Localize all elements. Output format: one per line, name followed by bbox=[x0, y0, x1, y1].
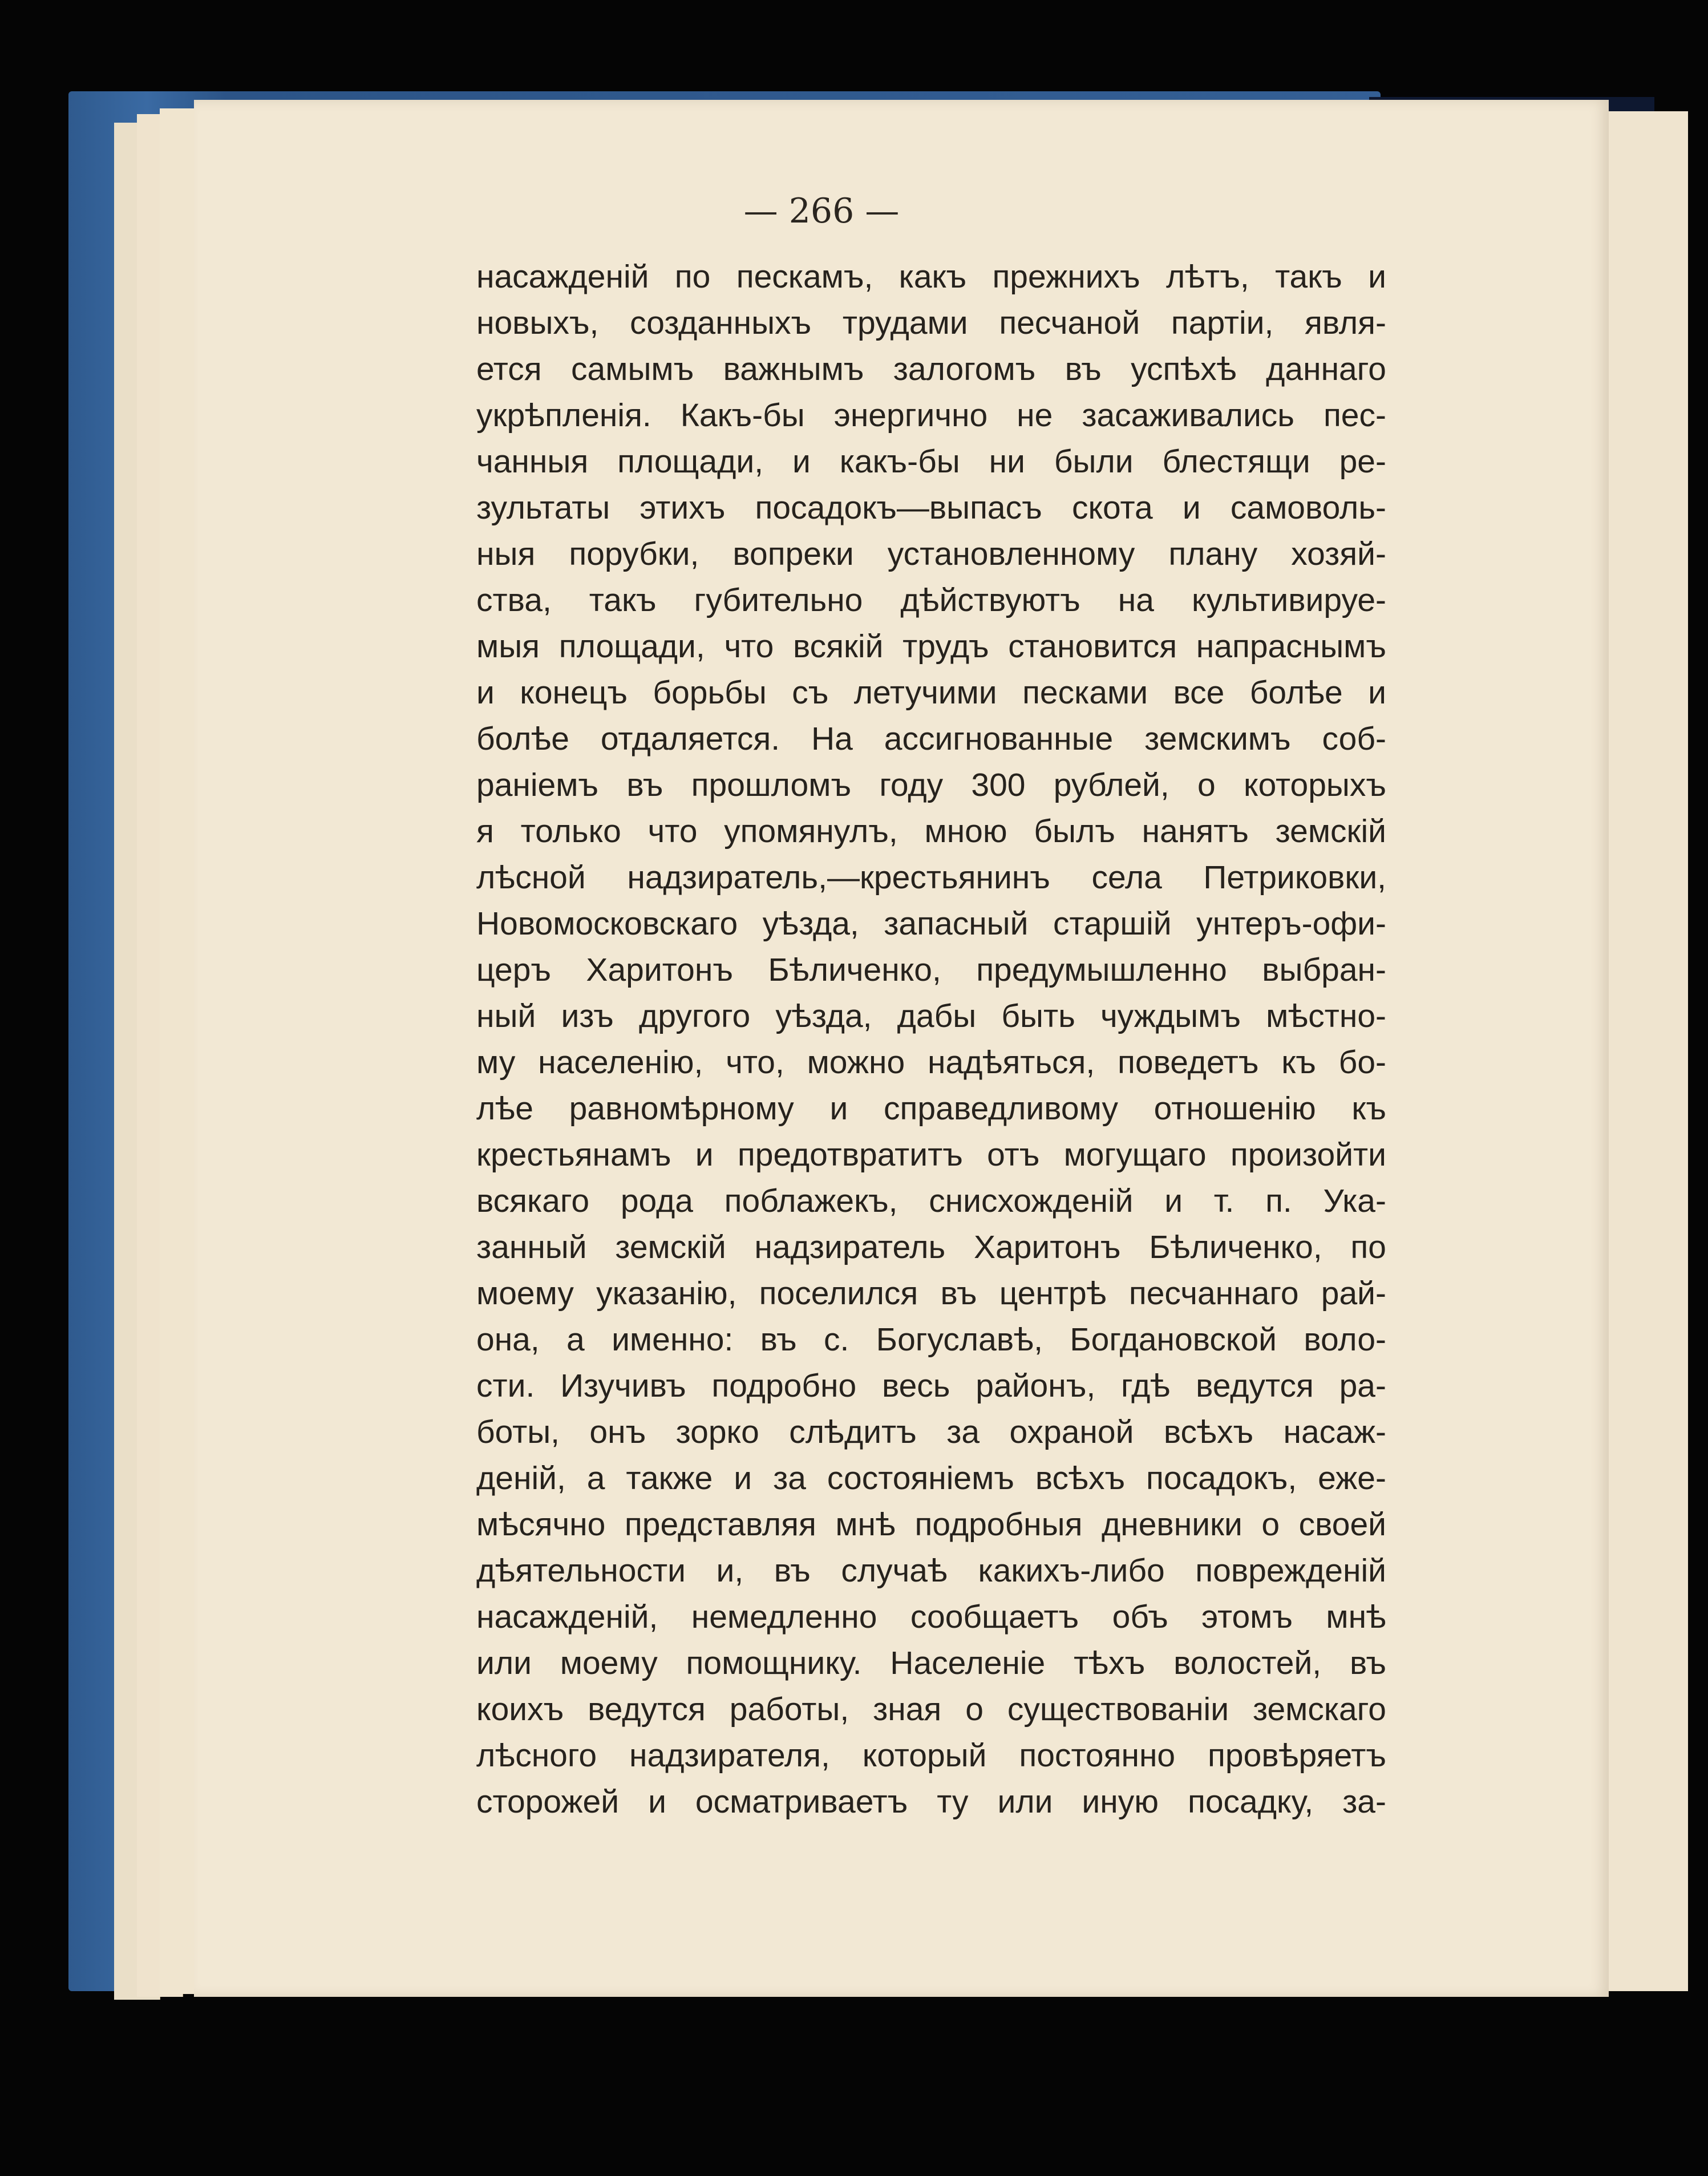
text-line: ный изъ другого уѣзда, дабы быть чуждымъ мѣстно- bbox=[476, 998, 1386, 1034]
text-line: ства, такъ губительно дѣйствуютъ на культивируе- bbox=[476, 582, 1386, 618]
text-line: мѣсячно представляя мнѣ подробныя дневники о своей bbox=[476, 1506, 1386, 1543]
text-line: насажденій по пескамъ, какъ прежнихъ лѣтъ, такъ и bbox=[476, 258, 1386, 295]
text-line: боты, онъ зорко слѣдитъ за охраной всѣхъ насаж- bbox=[476, 1414, 1386, 1450]
next-page-edge bbox=[1606, 111, 1688, 1991]
text-line: чанныя площади, и какъ-бы ни были блестящи ре- bbox=[476, 443, 1386, 480]
text-line: крестьянамъ и предотвратитъ отъ могущаго произойти bbox=[476, 1136, 1386, 1173]
text-line: дѣятельности и, въ случаѣ какихъ-либо поврежденій bbox=[476, 1552, 1386, 1589]
text-line: мыя площади, что всякій трудъ становится напраснымъ bbox=[476, 628, 1386, 665]
text-line: новыхъ, созданныхъ трудами песчаной партіи, явля- bbox=[476, 305, 1386, 341]
text-line: и конецъ борьбы съ летучими песками все болѣе и bbox=[476, 674, 1386, 711]
text-line: она, а именно: въ с. Богуславѣ, Богдановской воло- bbox=[476, 1321, 1386, 1358]
text-line: Новомосковскаго уѣзда, запасный старшій унтеръ-офи- bbox=[476, 905, 1386, 942]
text-line: сти. Изучивъ подробно весь районъ, гдѣ ведутся ра- bbox=[476, 1368, 1386, 1404]
text-line: занный земскій надзиратель Харитонъ Бѣличенко, по bbox=[476, 1229, 1386, 1265]
text-line: болѣе отдаляется. На ассигнованные земскимъ соб- bbox=[476, 721, 1386, 757]
text-line: сторожей и осматриваетъ ту или иную посадку, за- bbox=[476, 1783, 1386, 1820]
text-line: коихъ ведутся работы, зная о существованіи земскаго bbox=[476, 1691, 1386, 1728]
text-line: лѣсной надзиратель,—крестьянинъ села Петриковки, bbox=[476, 859, 1386, 896]
text-line: раніемъ въ прошломъ году 300 рублей, о которыхъ bbox=[476, 767, 1386, 803]
text-line: моему указанію, поселился въ центрѣ песчаннаго рай- bbox=[476, 1275, 1386, 1312]
text-line: лѣсного надзирателя, который постоянно провѣряетъ bbox=[476, 1737, 1386, 1774]
text-line: насажденій, немедленно сообщаетъ объ этомъ мнѣ bbox=[476, 1599, 1386, 1635]
text-line: лѣе равномѣрному и справедливому отношенію къ bbox=[476, 1090, 1386, 1127]
page-number: — 266 — bbox=[743, 191, 900, 231]
text-line: или моему помощнику. Населеніе тѣхъ волостей, въ bbox=[476, 1645, 1386, 1681]
text-line: му населенію, что, можно надѣяться, поведетъ къ бо- bbox=[476, 1044, 1386, 1081]
page-text bbox=[476, 254, 1386, 1825]
text-line: церъ Харитонъ Бѣличенко, предумышленно выбран- bbox=[476, 952, 1386, 988]
text-line: ется самымъ важнымъ залогомъ въ успѣхѣ даннаго bbox=[476, 351, 1386, 387]
text-line: зультаты этихъ посадокъ—выпасъ скота и самоволь- bbox=[476, 490, 1386, 526]
text-line: я только что упомянулъ, мною былъ нанятъ земскій bbox=[476, 813, 1386, 850]
text-line: ныя порубки, вопреки установленному плану хозяй- bbox=[476, 536, 1386, 572]
text-line: укрѣпленія. Какъ-бы энергично не засаживались пес- bbox=[476, 397, 1386, 434]
text-line: всякаго рода поблажекъ, снисхожденій и т. п. Ука- bbox=[476, 1183, 1386, 1219]
text-line: деній, а также и за состояніемъ всѣхъ посадокъ, еже- bbox=[476, 1460, 1386, 1496]
